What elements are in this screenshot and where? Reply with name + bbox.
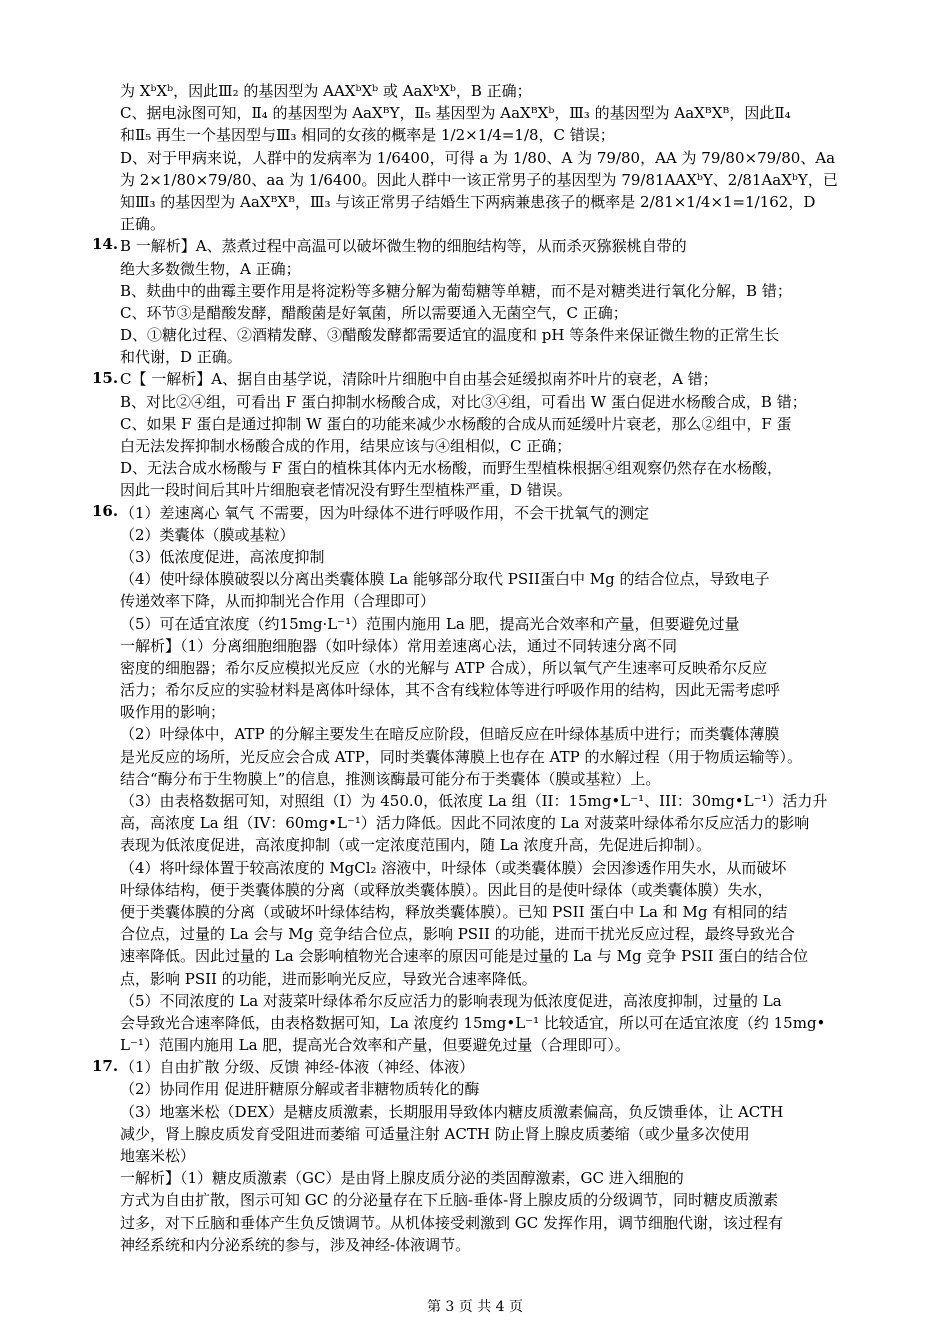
text-line: 会导致光合速率降低，由表格数据可知，La 浓度约 15mg•L⁻¹ 比较适宜，所以可在适宜浓度（约 15mg• [120, 1013, 826, 1032]
text-line: 点，影响 PSII 的功能，进而影响光反应，导致光合速率降低。 [120, 969, 537, 988]
text-line: 结合“酶分布于生物膜上”的信息，推测该酶最可能分布于类囊体（膜或基粒）上。 [120, 769, 661, 788]
text-line: 方式为自由扩散，图示可知 GC 的分泌量存在下丘脑-垂体-肾上腺皮质的分级调节，同时糖皮质激素 [120, 1191, 779, 1210]
text-line: （4）将叶绿体置于较高浓度的 MgCl₂ 溶液中，叶绿体（或类囊体膜）会因渗透作用失水，从而破坏 [120, 858, 787, 877]
text-line: 表现为低浓度促进，高浓度抑制（或一定浓度范围内，随 La 浓度升高，先促进后抑制）。 [120, 836, 711, 855]
text-line: D、无法合成水杨酸与 F 蛋白的植株其体内无水杨酸，而野生型植株根据④组观察仍然存在水杨酸， [120, 459, 782, 478]
text-line: 神经系统和内分泌系统的参与，涉及神经-体液调节。 [120, 1235, 471, 1254]
text-line: 正确。 [120, 215, 166, 234]
text-line: （3）低浓度促进，高浓度抑制 [120, 547, 325, 566]
text-line: C、如果 F 蛋白是通过抑制 W 蛋白的功能来减少水杨酸的合成从而延缓叶片衰老，那么②组中，F 蛋 [120, 414, 792, 433]
text-line: 是光反应的场所，光反应会合成 ATP，同时类囊体薄膜上也存在 ATP 的水解过程（用于物质运输等）。 [120, 747, 803, 766]
text-line: 叶绿体结构，便于类囊体膜的分离（或释放类囊体膜）。因此目的是使叶绿体（或类囊体膜）失水， [120, 880, 773, 899]
text-line: 密度的细胞器；希尔反应模拟光反应（水的光解与 ATP 合成），所以氧气产生速率可反映希尔反应 [120, 658, 768, 677]
text-line: 一解析】（1）糖皮质激素（GC）是由肾上腺皮质分泌的类固醇激素，GC 进入细胞的 [120, 1169, 684, 1188]
question-number: 17. [92, 1056, 119, 1075]
text-line: C、据电泳图可知，Ⅱ₄ 的基因型为 AaXᴮY，Ⅱ₅ 基因型为 AaXᴮXᵇ，Ⅲ₃ 的基因型为 AaXᴮXᴮ，因此Ⅱ₄ [120, 104, 791, 123]
text-line: 和Ⅱ₅ 再生一个基因型与Ⅲ₃ 相同的女孩的概率是 1/2×1/4=1/8，C 错误； [120, 126, 615, 145]
text-line: 高，高浓度 La 组（IV：60mg•L⁻¹）活力降低。因此不同浓度的 La 对菠菜叶绿体希尔反应活力的影响 [120, 814, 810, 833]
text-line: 地塞米松） [120, 1147, 196, 1165]
text-line: （5）可在适宜浓度（约15mg·L⁻¹）范围内施用 La 肥，提高光合效率和产量，但要避免过量 [120, 614, 740, 633]
text-line: D、对于甲病来说，人群中的发病率为 1/6400，可得 a 为 1/80、A 为 79/80，AA 为 79/80×79/80、Aa [120, 148, 836, 167]
text-line: 传递效率下降，从而抑制光合作用（合理即可） [120, 592, 436, 611]
page-footer: 第 3 页 共 4 页 [426, 1299, 524, 1315]
text-line: 合位点，过量的 La 会与 Mg 竞争结合位点，影响 PSII 的功能，进而干扰光反应过程，最终导致光合 [120, 925, 795, 944]
text-line: 白无法发挥抑制水杨酸合成的作用，结果应该与④组相似，C 正确； [120, 437, 572, 455]
question-number: 16. [92, 501, 119, 520]
question-number: 15. [92, 368, 119, 387]
text-line: 一解析】（1）分离细胞细胞器（如叶绿体）常用差速离心法，通过不同转速分离不同 [120, 636, 678, 655]
text-line: B 一解析】A、蒸煮过程中高温可以破坏微生物的细胞结构等，从而杀灭猕猴桃自带的 [120, 237, 687, 256]
text-line: （4）使叶绿体膜破裂以分离出类囊体膜 La 能够部分取代 PSII蛋白中 Mg 的结合位点，导致电子 [120, 570, 770, 589]
text-line: C【 一解析】A、据自由基学说，清除叶片细胞中自由基会延缓拟南芥叶片的衰老，A 错； [120, 370, 718, 389]
text-line: （3）由表格数据可知，对照组（I）为 450.0，低浓度 La 组（II：15mg•L⁻¹、III：30mg•L⁻¹）活力升 [120, 792, 828, 810]
text-line: B、对比②④组，可看出 F 蛋白抑制水杨酸合成，对比③④组，可看出 W 蛋白促进水杨酸合成，B 错； [120, 392, 807, 411]
text-line: 吸作用的影响； [120, 703, 226, 722]
text-line: 速率降低。因此过量的 La 会影响植物光合速率的原因可能是过量的 La 与 Mg 竞争 PSII 蛋白的结合位 [120, 947, 809, 966]
text-line: 知Ⅲ₃ 的基因型为 AaXᴮXᴮ，Ⅲ₃ 与该正常男子结婚生下两病兼患孩子的概率是 2/81×1/4×1=1/162，D [120, 192, 816, 211]
text-line: （5）不同浓度的 La 对菠菜叶绿体希尔反应活力的影响表现为低浓度促进，高浓度抑制，过量的 La [120, 991, 782, 1010]
text-line: 为 XᵇXᵇ，因此Ⅲ₂ 的基因型为 AAXᵇXᵇ 或 AaXᵇXᵇ，B 正确； [120, 82, 532, 100]
text-line: 绝大多数微生物，A 正确； [120, 259, 301, 278]
text-line: （2）协同作用 促进肝糖原分解或者非糖物质转化的酶 [120, 1080, 480, 1099]
text-line: 过多，对下丘脑和垂体产生负反馈调节。从机体接受刺激到 GC 发挥作用，调节细胞代谢，该过程有 [120, 1213, 784, 1232]
text-line: L⁻¹）范围内施用 La 肥，提高光合效率和产量，但要避免过量（合理即可）。 [120, 1036, 630, 1055]
text-line: 和代谢，D 正确。 [120, 348, 242, 367]
text-line: （2）类囊体（膜或基粒） [120, 525, 295, 544]
text-line: （1）自由扩散 分级、反馈 神经-体液（神经、体液） [120, 1058, 475, 1077]
text-line: 因此一段时间后其叶片细胞衰老情况没有野生型植株严重，D 错误。 [120, 481, 572, 500]
answer-text-body [120, 80, 860, 1256]
text-line: （1）差速离心 氧气 不需要，因为叶绿体不进行呼吸作用，不会干扰氧气的测定 [120, 503, 650, 522]
text-line: B、麸曲中的曲霉主要作用是将淀粉等多糖分解为葡萄糖等单糖，而不是对糖类进行氧化分解，B 错； [120, 281, 792, 300]
text-line: C、环节③是醋酸发酵，醋酸菌是好氧菌，所以需要通入无菌空气，C 正确； [120, 303, 628, 322]
text-line: D、①糖化过程、②酒精发酵、③醋酸发酵都需要适宜的温度和 pH 等条件来保证微生物的正常生长 [120, 326, 780, 345]
text-line: 为 2×1/80×79/80、aa 为 1/6400。因此人群中一该正常男子的基因型为 79/81AAXᵇY、2/81AaXᵇY，已 [120, 170, 838, 189]
text-line: 活力；希尔反应的实验材料是离体叶绿体，其不含有线粒体等进行呼吸作用的结构，因此无需考虑呼 [120, 681, 781, 700]
text-line: 便于类囊体膜的分离（或破坏叶绿体结构，释放类囊体膜）。已知 PSII 蛋白中 La 和 Mg 有相同的结 [120, 902, 788, 921]
text-line: （3）地塞米松（DEX）是糖皮质激素，长期服用导致体内糖皮质激素偏高，负反馈垂体，让 ACTH [120, 1102, 784, 1121]
text-line: （2）叶绿体中，ATP 的分解主要发生在暗反应阶段，但暗反应在叶绿体基质中进行；而类囊体薄膜 [120, 725, 780, 744]
text-line: 减少，肾上腺皮质发育受阻进而萎缩 可适量注射 ACTH 防止肾上腺皮质萎缩（或少量多次使用 [120, 1124, 750, 1143]
question-number: 14. [92, 235, 119, 254]
